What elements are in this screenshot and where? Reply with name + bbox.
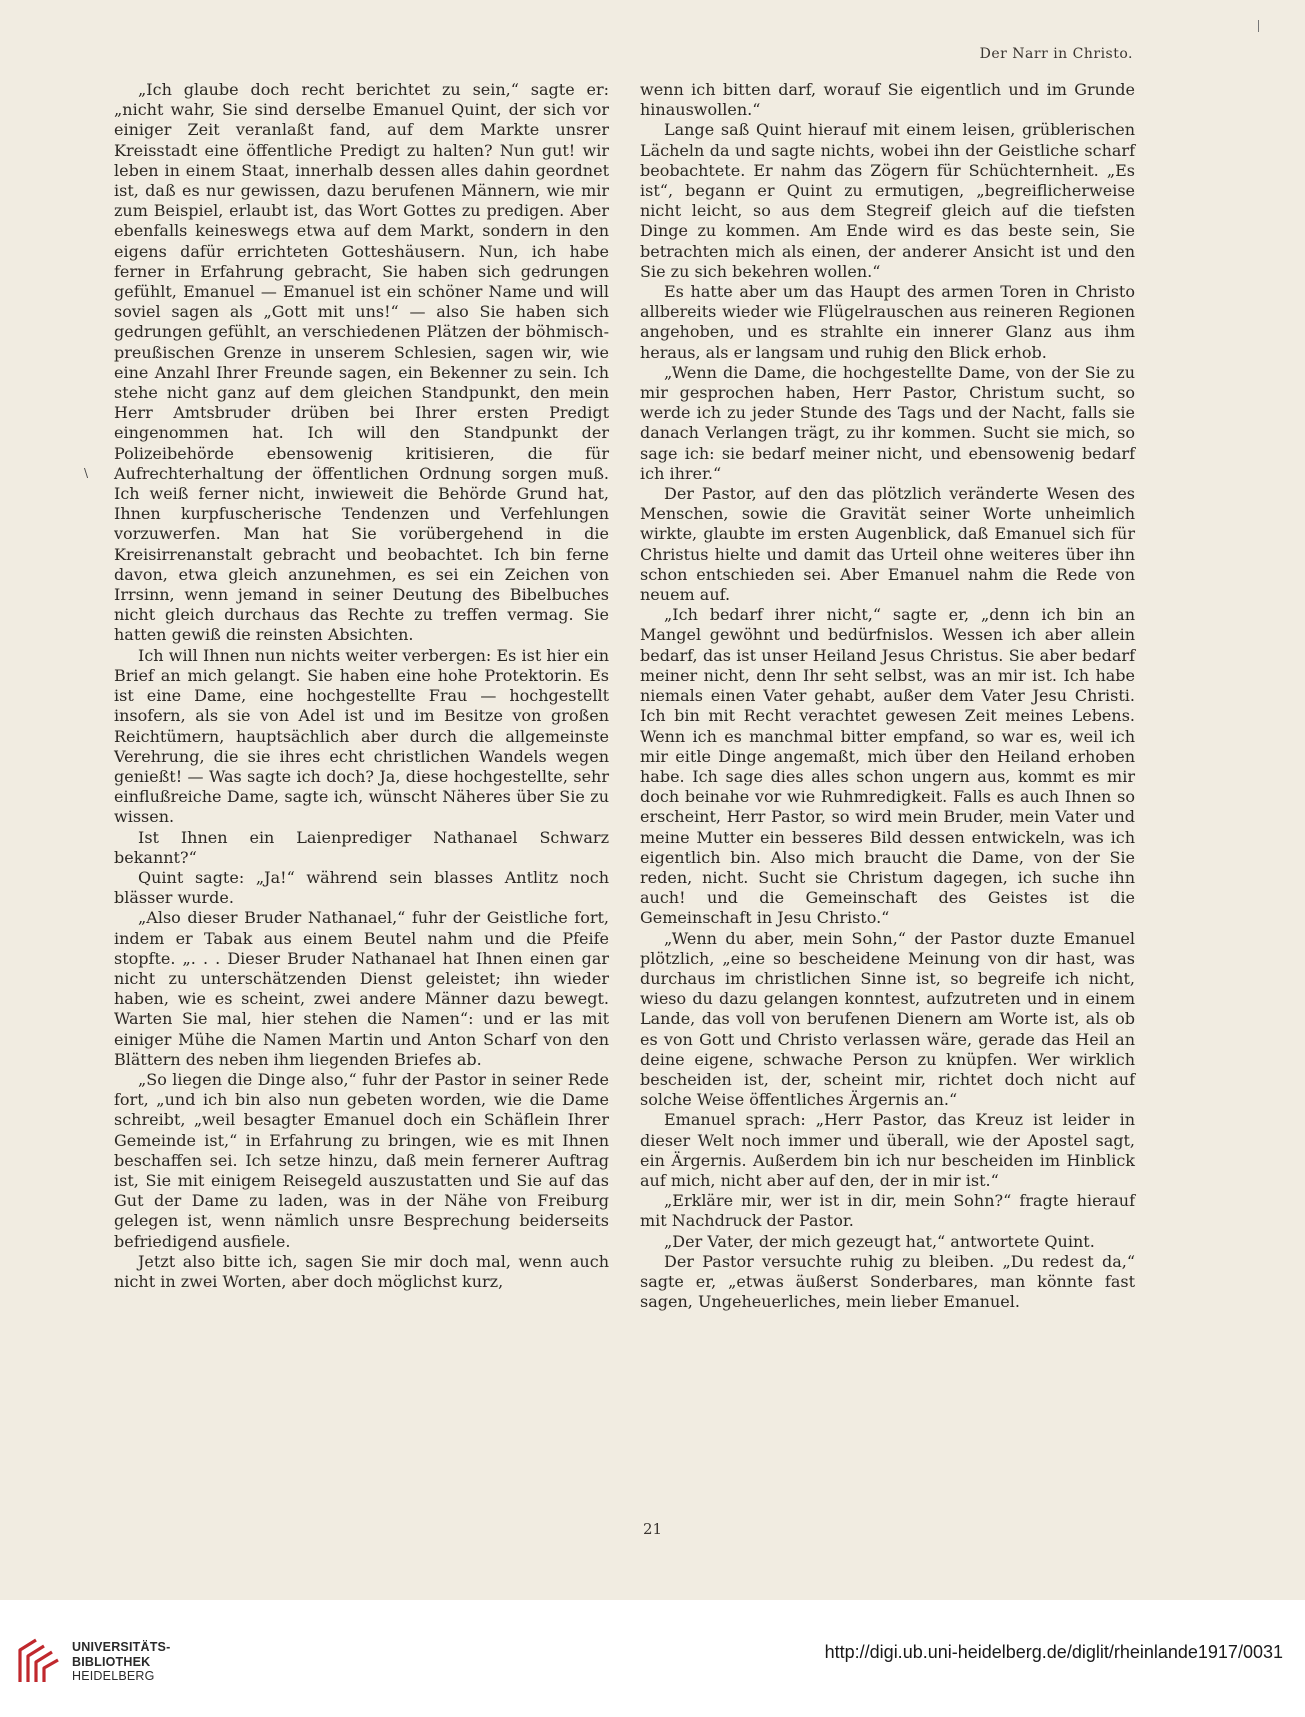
permalink-url[interactable]: http://digi.ub.uni-heidelberg.de/diglit/rheinlande1917/0031 bbox=[824, 1642, 1283, 1662]
corner-mark bbox=[1258, 20, 1259, 32]
running-head: Der Narr in Christo. bbox=[979, 46, 1133, 62]
paragraph: Emanuel sprach: „Herr Pastor, das Kreuz ist leider in dieser Welt noch immer und überall, wie der Apostel sagt, ein Ärgernis. Außerdem bin ich nur bescheiden im Hinblick auf mich, nicht aber auf den, der in mir ist.“ bbox=[640, 1110, 1135, 1190]
library-name-line: UNIVERSITÄTS- bbox=[72, 1640, 171, 1655]
paragraph: Lange saß Quint hierauf mit einem leisen, grüblerischen Lächeln da und sagte nichts, wobei ihn der Geistliche scharf beobachtete. Er nahm das Zögern für Schüchternheit. „Es ist“, begann er Quint zu ermutigen, „begreiflicherweise nicht leicht, so aus dem Stegreif gleich auf die tiefsten Dinge zu kommen. Am Ende wird es das beste sein, Sie betrachten mich als einen, der anderer Ansicht ist und den Sie zu sich bekehren wollen.“ bbox=[640, 120, 1135, 281]
paragraph: „Wenn die Dame, die hochgestellte Dame, von der Sie zu mir gesprochen haben, Herr Pastor, Christum sucht, so werde ich zu jeder Stunde des Tags und der Nacht, falls sie danach Verlangen trägt, zu ihr kommen. Sucht sie mich, so sage ich: sie bedarf meiner nicht, und ebensowenig bedarf ich ihrer.“ bbox=[640, 362, 1135, 483]
paragraph: „Wenn du aber, mein Sohn,“ der Pastor duzte Emanuel plötzlich, „eine so bescheidene Meinung von dir hast, was durchaus im christlichen Sinne ist, so begreife ich nicht, wieso du dazu gelangen konntest, aufzutreten und in einem Lande, das voll von berufenen Dienern am Worte ist, als ob es von Gott und Christo verlassen wäre, gerade das Heil an deine eigene, schwache Person zu knüpfen. Wer wirklich bescheiden ist, der, scheint mir, richtet doch nicht auf solche Weise öffentliches Ärgernis an.“ bbox=[640, 928, 1135, 1110]
paragraph: Quint sagte: „Ja!“ während sein blasses Antlitz noch blässer wurde. bbox=[114, 867, 609, 908]
page-number: 21 bbox=[642, 1520, 663, 1538]
left-column bbox=[114, 80, 609, 1292]
paragraph: „Ich bedarf ihrer nicht,“ sagte er, „denn ich bin an Mangel gewöhnt und bedürfnislos. Wessen ich aber allein bedarf, das ist unser Heiland Jesus Christus. Sie aber bedarf meiner nicht, denn Ihr seht selbst, was an mir ist. Ich habe niemals einen Vater gehabt, außer dem Vater Jesu Christi. Ich bin mit Recht verachtet gewesen Zeit meines Lebens. Wenn ich es manchmal bitter empfand, so war es, weil ich mir eitle Dinge angemaßt, mich über den Heiland erhoben habe. Ich sage dies alles schon ungern aus, kommt es mir doch beinahe vor wie Ruhmredigkeit. Falls es auch Ihnen so erscheint, Herr Pastor, so wird mein Bruder, mein Vater und meine Mutter ein besseres Bild dessen entwickeln, was ich eigentlich bin. Also mich braucht die Dame, von der Sie reden, nicht. Sucht sie Christum dagegen, ich suche ihn auch! und die Gemeinschaft des Geistes ist die Gemeinschaft in Jesu Christo.“ bbox=[640, 605, 1135, 928]
paragraph: Jetzt also bitte ich, sagen Sie mir doch mal, wenn auch nicht in zwei Worten, aber doch möglichst kurz, bbox=[114, 1251, 609, 1291]
paragraph: „Erkläre mir, wer ist in dir, mein Sohn?“ fragte hierauf mit Nachdruck der Pastor. bbox=[640, 1191, 1135, 1231]
library-footer bbox=[0, 1600, 1305, 1717]
paragraph: Ist Ihnen ein Laienprediger Nathanael Schwarz bekannt?“ bbox=[114, 827, 609, 867]
paragraph: „Der Vater, der mich gezeugt hat,“ antwortete Quint. bbox=[664, 1231, 1095, 1251]
library-logo[interactable] bbox=[14, 1636, 170, 1688]
right-column bbox=[640, 80, 1135, 1312]
paragraph: „So liegen die Dinge also,“ fuhr der Pastor in seiner Rede fort, „und ich bin also nun gebeten worden, wie die Dame schreibt, „weil besagter Emanuel doch ein Schäflein Ihrer Gemeinde ist,“ in Erfahrung zu bringen, wie es mit Ihnen beschaffen sei. Ich setze hinzu, daß mein fernerer Auftrag ist, Sie mit einigem Reisegeld auszustatten und Sie auf das Gut der Dame zu laden, was in der Nähe von Freiburg gelegen ist, wenn nämlich unsre Besprechung beiderseits befriedigend ausfiele. bbox=[114, 1069, 609, 1251]
paragraph: Der Pastor versuchte ruhig zu bleiben. „Du redest da,“ sagte er, „etwas äußerst Sonderbares, man könnte fast sagen, Ungeheuerliches, mein lieber Emanuel. bbox=[640, 1251, 1135, 1312]
paragraph: „Also dieser Bruder Nathanael,“ fuhr der Geistliche fort, indem er Tabak aus einem Beutel nahm und die Pfeife stopfte. „. . . Dieser Bruder Nathanael hat Ihnen einen gar nicht zu unterschätzenden Dienst geleistet; ihn wieder haben, wie es scheint, zwei andere Männer dazu bewegt. Warten Sie mal, hier stehen die Namen“: und er las mit einiger Mühe die Namen Martin und Anton Scharf von den Blättern des neben ihm liegenden Briefes ab. bbox=[114, 908, 609, 1069]
paragraph: wenn ich bitten darf, worauf Sie eigentlich und im Grunde hinauswollen.“ bbox=[640, 80, 1135, 120]
library-name bbox=[72, 1640, 170, 1684]
library-name-line: BIBLIOTHEK bbox=[72, 1654, 151, 1669]
paragraph: „Ich glaube doch recht berichtet zu sein,“ sagte er: „nicht wahr, Sie sind derselbe Emanuel Quint, der sich vor einiger Zeit veranlaßt fand, auf dem Markte unsrer Kreisstadt eine öffentliche Predigt zu halten? Nun gut! wir leben in einem Staat, innerhalb dessen alles dahin geordnet ist, daß es nur gewissen, dazu berufenen Männern, wie mir zum Beispiel, erlaubt ist, das Wort Gottes zu predigen. Aber ebenfalls keineswegs etwa auf dem Markt, sondern in den eigens dafür errichteten Gotteshäusern. Nun, ich habe ferner in Erfahrung gebracht, Sie haben sich gedrungen gefühlt, Emanuel — Emanuel ist ein schöner Name und will soviel sagen als „Gott mit uns!“ — also Sie haben sich gedrungen gefühlt, an verschiedenen Plätzen der böhmisch-preußischen Grenze in unserem Schlesien, sagen wir, wie eine Anzahl Ihrer Freunde sagen, ein Bekenner zu sein. Ich stehe nicht ganz auf dem gleichen Standpunkt, den mein Herr Amtsbruder drüben bei Ihrer ersten Predigt eingenommen hat. Ich will den Standpunkt der Polizeibehörde ebensowenig kritisieren, die für Aufrechterhaltung der öffentlichen Ordnung sorgen muß. Ich weiß ferner nicht, inwieweit die Behörde Grund hat, Ihnen kurpfuscherische Tendenzen und Verfehlungen vorzuwerfen. Man hat Sie vorübergehend in die Kreisirrenanstalt gebracht und beobachtet. Ich bin ferne davon, etwa gleich anzunehmen, es sei ein Zeichen von Irrsinn, wenn jemand in seiner Deutung des Bibelbuches nicht gleich durchaus das Rechte zu treffen vermag. Sie hatten gewiß die reinsten Absichten. bbox=[114, 80, 609, 645]
paragraph: Ich will Ihnen nun nichts weiter verbergen: Es ist hier ein Brief an mich gelangt. Sie haben eine hohe Protektorin. Es ist eine Dame, eine hochgestellte Frau — hochgestellt insofern, als sie von Adel ist und im Besitze von großen Reichtümern, hauptsächlich aber durch die allgemeinste Verehrung, die sie ihres echt christlichen Wandels wegen genießt! — Was sagte ich doch? Ja, diese hochgestellte, sehr einflußreiche Dame, sagte ich, wünscht Näheres über Sie zu wissen. bbox=[114, 645, 609, 827]
library-emblem-icon bbox=[14, 1636, 62, 1688]
margin-mark: \ bbox=[84, 466, 89, 480]
paragraph: Der Pastor, auf den das plötzlich veränderte Wesen des Menschen, sowie die Gravität seiner Worte unheimlich wirkte, glaubte im ersten Augenblick, daß Emanuel sich für Christus hielte und damit das Urteil ohne weiteres über ihn schon entschieden sei. Aber Emanuel nahm die Rede von neuem auf. bbox=[640, 484, 1135, 605]
paragraph: Es hatte aber um das Haupt des armen Toren in Christo allbereits wieder wie Flügelrauschen aus reineren Regionen angehoben, und es strahlte ein innerer Glanz aus ihm heraus, als er langsam und ruhig den Blick erhob. bbox=[640, 282, 1135, 362]
library-name-line: HEIDELBERG bbox=[72, 1669, 155, 1684]
